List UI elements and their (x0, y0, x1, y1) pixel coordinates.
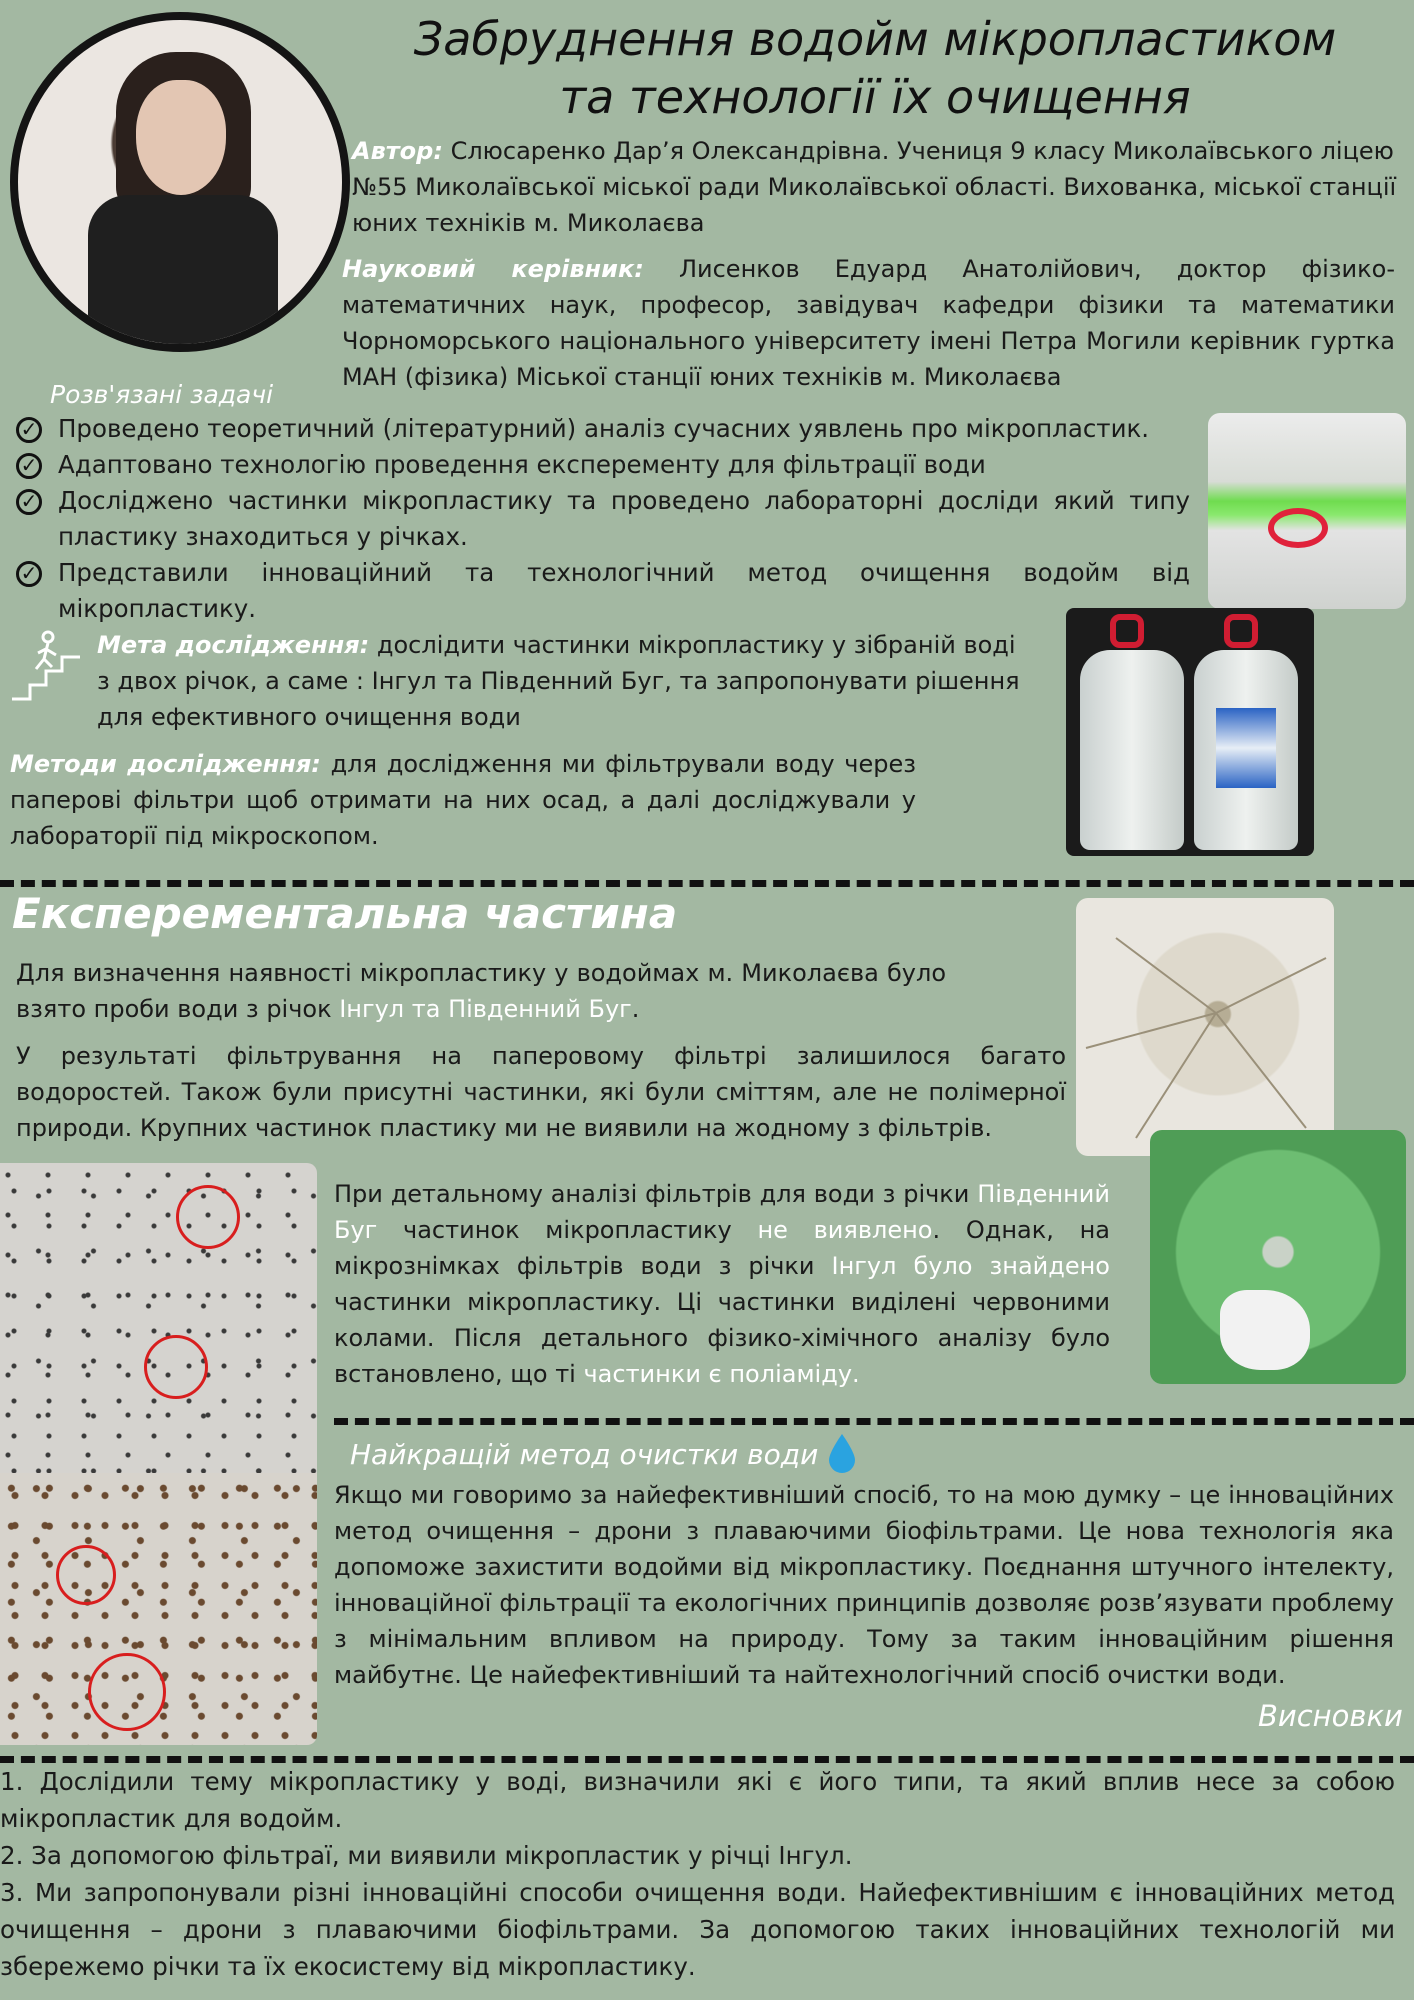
filter-photo-1 (1076, 898, 1334, 1156)
experimental-paragraph-1: Для визначення наявності мікропластику у водоймах м. Миколаєва було взято проби води з річок Інгул та Південний Буг. (16, 959, 946, 1023)
list-item: ✓ Адаптовано технологію проведення експеременту для фільтрації води (12, 447, 1190, 483)
stairs-icon (8, 625, 88, 705)
list-item: ✓ Досліджено частинки мікропластику та проведено лабораторні досліди який типу пластику знаходиться у річках. (12, 483, 1190, 555)
title-line-1: Забруднення водойм мікропластиком (413, 12, 1337, 66)
water-drop-icon (827, 1432, 857, 1474)
supervisor-label: Науковий керівник: (342, 255, 644, 283)
author-text: Слюсаренко Дар’я Олександрівна. Учениця 9 класу Миколаївського ліцею №55 Миколаївської міської ради Миколаївської області. Вихованка, міської станції юних техніків м. Миколаєва (352, 137, 1397, 237)
funnel-photo (1208, 413, 1406, 609)
micrograph-bottom (0, 1473, 317, 1745)
supervisor-text: Лисенков Едуард Анатолійович, доктор фізико-математичних наук, професор, завідувач кафедри фізики та математики Чорноморського національного університету імені Петра Могили керівник гуртка МАН (фізика) Міської станції юних техніків м. Миколаєва (342, 255, 1395, 391)
section-divider (334, 1418, 1414, 1425)
experimental-paragraph-3: При детальному аналізі фільтрів для води з річки Південний Буг частинок мікропластику не виявлено. Однак, на мікрознімках фільтрів води з річки Інгул було знайдено частинки мікропластику. Ці частинки виділені червоними колами. Після детального фізико-хімічного аналізу було встановлено, що ті частинки є поліаміду. (334, 1180, 1110, 1388)
list-item: ✓ Проведено теоретичний (літературний) аналіз сучасних уявлень про мікропластик. (12, 411, 1190, 447)
list-item: 3. Ми запропонували різні інноваційні способи очищення води. Найефективнішим є інноваційних метод очищення – дрони з плаваючими біофільтрами. За допомогою таких інноваційних технологій ми збережемо річки та їх екосистему від мікропластику. (0, 1878, 1395, 1981)
goal-label: Мета дослідження: (97, 631, 370, 659)
water-bottles-photo (1066, 608, 1314, 856)
micrograph-top (0, 1163, 317, 1473)
marker-circle (144, 1335, 208, 1399)
filter-photo-2 (1150, 1130, 1406, 1384)
best-method-heading: Найкращій метод очистки води (350, 1432, 857, 1475)
marker-circle (176, 1185, 240, 1249)
page-title (360, 10, 1390, 126)
section-divider (0, 1756, 1414, 1763)
experimental-heading: Експерементальна частина (12, 889, 678, 938)
list-item: 2. За допомогою фільтраї, ми виявили мікропластик у річці Інгул. (0, 1841, 853, 1870)
marker-circle (88, 1653, 166, 1731)
author-portrait (10, 12, 350, 352)
check-icon: ✓ (16, 417, 42, 443)
methods-text: для дослідження ми фільтрували воду через паперові фільтри щоб отримати на них осад, а далі досліджували у лабораторії під мікроскопом. (10, 750, 916, 850)
methods-label: Методи дослідження: (10, 750, 321, 778)
conclusions-list (0, 1763, 1395, 1985)
check-icon: ✓ (16, 489, 42, 515)
best-method-text: Якщо ми говоримо за найефективніший спосіб, то на мою думку – це інноваційних метод очищення – дрони з плаваючими біофільтрами. Це нова технологія яка допоможе захистити водойми від мікропластику. Поєднання штучного інтелекту, інноваційної фільтрації та екологічних принципів дозволяє розв’язувати проблему з мінімальним впливом на природу. Тому за таким інноваційним рішення майбутнє. Це найефективніший та найтехнологічний спосіб очистки води. (334, 1481, 1394, 1689)
conclusions-heading: Висновки (1258, 1699, 1403, 1733)
title-line-2: та технології їх очищення (559, 70, 1191, 124)
tasks-heading: Розв'язані задачі (50, 380, 274, 409)
author-label: Автор: (352, 137, 443, 165)
list-item: ✓ Представили інноваційний та технологічний метод очищення водойм від мікропластику. (12, 555, 1190, 627)
goal-text: дослідити частинки мікропластику у зібраній воді з двох річок, а саме : Інгул та Південний Буг, та запропонувати рішення для ефективного очищення води (97, 631, 1020, 731)
author-block (352, 133, 1412, 241)
supervisor-block (342, 251, 1395, 395)
list-item: 1. Дослідили тему мікропластику у воді, визначили які є його типи, та який вплив несе за собою мікропластик для водойм. (0, 1767, 1395, 1833)
tasks-list (12, 411, 1190, 627)
experimental-paragraph-2: У результаті фільтрування на паперовому фільтрі залишилося багато водоростей. Також були присутні частинки, які були сміттям, але не полімерної природи. Крупних частинок пластику ми не виявили на жодному з фільтрів. (16, 1042, 1066, 1142)
marker-circle (56, 1545, 116, 1605)
check-icon: ✓ (16, 561, 42, 587)
methods-block (10, 746, 916, 854)
check-icon: ✓ (16, 453, 42, 479)
goal-block (97, 627, 1027, 735)
